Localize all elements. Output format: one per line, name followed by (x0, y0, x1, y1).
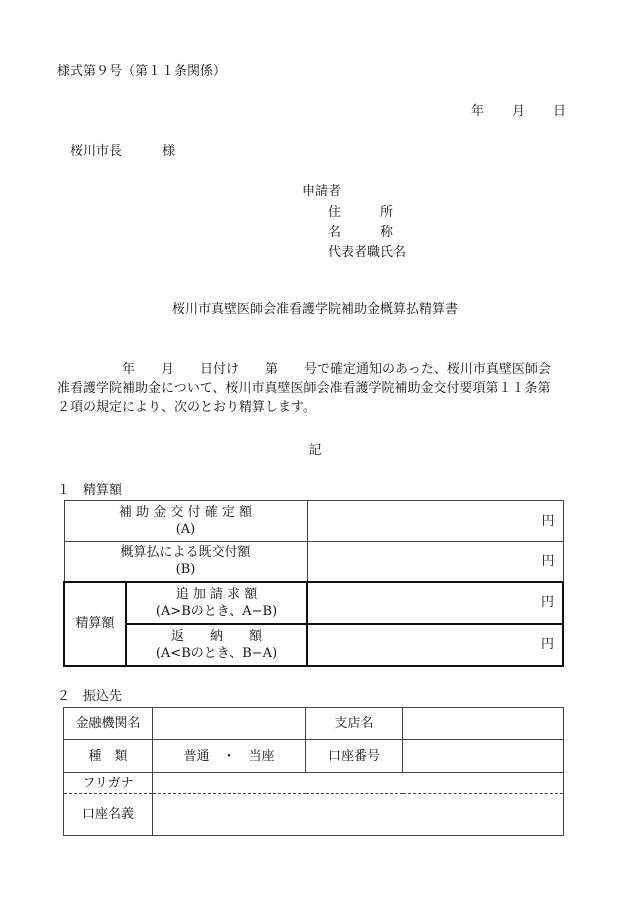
b-label: 概算払による既交付額 (120, 545, 251, 561)
row-furigana (64, 773, 564, 794)
b-label-cell (64, 542, 307, 582)
a-value-cell (307, 501, 563, 542)
b-yen: 円 (541, 553, 555, 569)
account-no-value[interactable] (403, 740, 564, 773)
a-label: 補 助 金 交 付 確 定 額 (119, 505, 252, 520)
seisan-label: 精算額 (64, 582, 126, 666)
date-month: 月 (511, 104, 525, 119)
account-no-label: 口座番号 (306, 740, 403, 773)
applicant-name-label: 名 称 (328, 225, 394, 240)
applicant-label: 申請者 (302, 184, 342, 199)
bank-label: 金融機関名 (64, 708, 153, 740)
section1-heading: １ 精算額 (57, 483, 123, 498)
body-line-1: 年 月 日付け 第 号で確定通知のあった、桜川市真壁医師会 (57, 362, 551, 377)
ki-marker: 記 (308, 443, 322, 458)
addressee-name: 桜川市長 (70, 144, 123, 159)
body-line-3: ２項の規定により、次のとおり精算します。 (57, 400, 316, 415)
a-label-cell (64, 501, 307, 542)
row-return (64, 624, 563, 666)
add-yen: 円 (540, 595, 554, 610)
form-number: 様式第９号（第１１条関係） (57, 64, 227, 79)
date-line (471, 104, 566, 120)
a-yen: 円 (541, 513, 555, 529)
add-label-cell (126, 582, 307, 624)
branch-label: 支店名 (306, 708, 403, 740)
row-type (64, 740, 564, 773)
add-sub: (A>Bのとき、A−B) (155, 603, 278, 619)
row-additional (64, 582, 563, 624)
type-label: 種 類 (64, 740, 153, 773)
date-year: 年 (470, 104, 484, 119)
row-holder (64, 794, 564, 836)
type-value: 普通 ・ 当座 (153, 740, 306, 773)
ret-yen: 円 (540, 637, 554, 652)
furigana-value[interactable] (153, 773, 564, 794)
ret-sub: (A<Bのとき、B−A) (155, 645, 278, 661)
applicant-representative-label: 代表者職氏名 (328, 245, 407, 260)
transfer-table (63, 707, 564, 836)
ret-label-cell (126, 624, 307, 666)
row-b (64, 542, 563, 582)
applicant-address-label: 住 所 (328, 205, 394, 220)
holder-value[interactable] (153, 794, 564, 836)
body-paragraph (57, 360, 577, 417)
addressee (70, 144, 175, 160)
ret-value-cell (307, 624, 563, 666)
section2-heading: ２ 振込先 (57, 689, 123, 704)
date-day: 日 (552, 104, 566, 119)
branch-value[interactable] (403, 708, 564, 740)
addressee-honorific: 様 (162, 144, 176, 159)
settlement-table (63, 500, 564, 667)
body-line-2: 准看護学院補助金について、桜川市真壁医師会准看護学院補助金交付要項第１１条第 (57, 381, 551, 396)
ret-label: 返 納 額 (170, 628, 262, 644)
b-sub: (B) (175, 562, 196, 578)
add-value-cell (307, 582, 563, 624)
a-sub: (A) (175, 522, 196, 537)
holder-label: 口座名義 (64, 794, 153, 836)
row-a (64, 501, 563, 542)
furigana-label: フリガナ (64, 773, 153, 794)
bank-value[interactable] (153, 708, 306, 740)
b-value-cell (307, 542, 563, 582)
row-bank (64, 708, 564, 740)
document-title: 桜川市真壁医師会准看護学院補助金概算払精算書 (171, 302, 458, 317)
add-label: 追 加 請 求 額 (175, 586, 258, 602)
